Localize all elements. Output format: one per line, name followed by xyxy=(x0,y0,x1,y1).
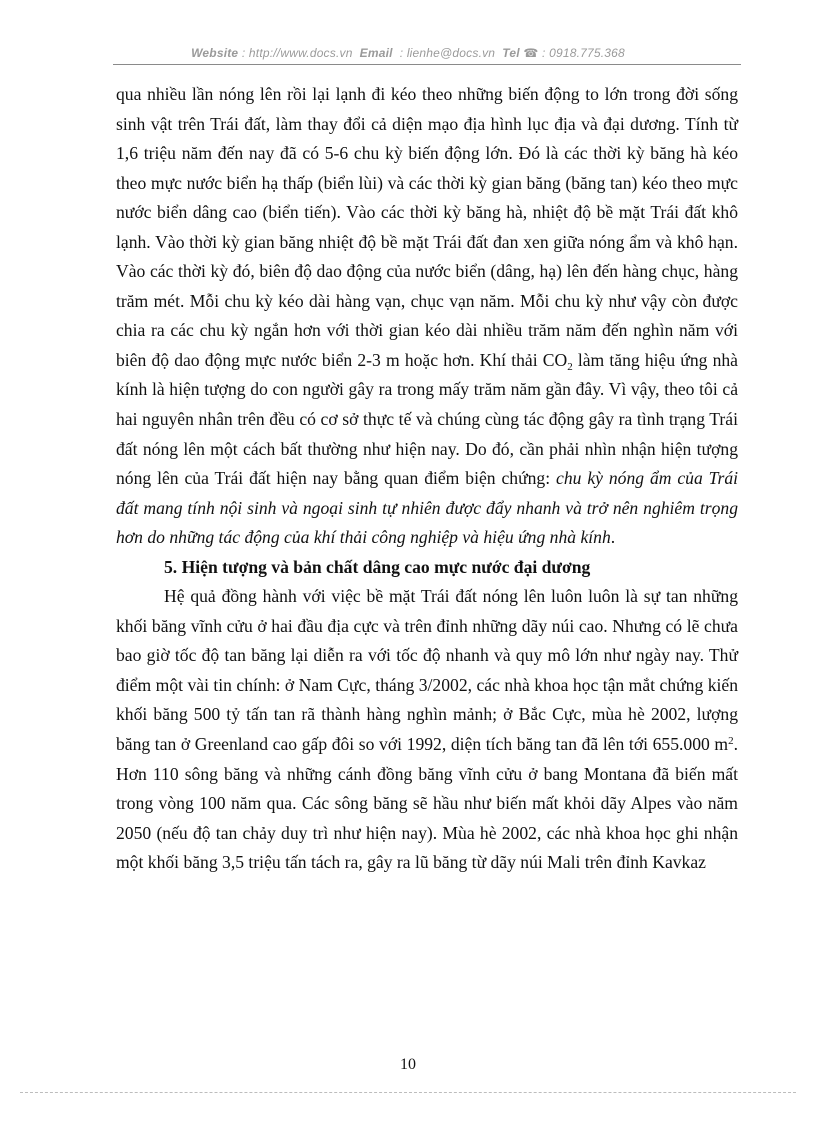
website-label: Website xyxy=(191,46,239,60)
email-label: Email xyxy=(359,46,393,60)
paragraph-1 xyxy=(116,80,738,553)
header-divider xyxy=(113,64,741,65)
co2-subscript: 2 xyxy=(567,360,573,373)
paragraph-2-text-b: . Hơn 110 sông băng và những cánh đồng băng vĩnh cửu ở bang Montana đã biến mất trong vòng 100 năm qua. Các sông băng sẽ hầu như biến mất khỏi dãy Alpes vào năm 2050 (nếu độ tan chảy duy trì như hiện nay). Mùa hè 2002, các nhà khoa học ghi nhận một khối băng 3,5 triệu tấn tách ra, gây ra lũ băng từ dãy núi Mali trên đỉnh Kavkaz xyxy=(116,734,738,873)
tel-value: : 0918.775.368 xyxy=(542,46,625,60)
paragraph-1-text-b: làm tăng hiệu ứng nhà kính là hiện tượng do con người gây ra trong mấy trăm năm gần đây. Vì vậy, theo tôi cả hai nguyên nhân trên đều có cơ sở thực tế và chúng cùng tác động gây ra tình trạng Trái đất nóng lên một cách bất thường như hiện nay. Do đó, cần phải nhìn nhận hiện tượng nóng lên của Trái đất hiện nay bằng quan điểm biện chứng: xyxy=(116,349,738,489)
m2-superscript: 2 xyxy=(728,735,734,748)
paragraph-2-text-a: Hệ quả đồng hành với việc bề mặt Trái đất nóng lên luôn luôn là sự tan những khối băng vĩnh cửu ở hai đầu địa cực và trên đỉnh những dãy núi cao. Nhưng có lẽ chưa bao giờ tốc độ tan băng lại diễn ra với tốc độ nhanh và quy mô lớn như ngày nay. Thử điểm một vài tin chính: ở Nam Cực, tháng 3/2002, các nhà khoa học tận mắt chứng kiến khối băng 500 tỷ tấn tan rã thành hàng nghìn mảnh; ở Bắc Cực, mùa hè 2002, lượng băng tan ở Greenland cao gấp đôi so với 1992, diện tích băng tan đã lên tới 655.000 m xyxy=(116,586,738,755)
paragraph-1-end: . xyxy=(610,527,616,548)
email-value: : lienhe@docs.vn xyxy=(399,46,496,60)
document-body xyxy=(116,80,738,878)
footer-divider xyxy=(20,1092,796,1093)
page-header xyxy=(0,46,816,60)
section-heading: 5. Hiện tượng và bản chất dâng cao mực nước đại dương xyxy=(164,556,591,577)
page-number: 10 xyxy=(400,1056,416,1073)
paragraph-2 xyxy=(116,582,738,877)
tel-label: Tel xyxy=(502,46,520,60)
phone-icon: ☎ xyxy=(523,46,539,60)
paragraph-1-text-a: qua nhiều lần nóng lên rồi lại lạnh đi kéo theo những biến động to lớn trong đời sống sinh vật trên Trái đất, làm thay đổi cả diện mạo địa hình lục địa và đại dương. Tính từ 1,6 triệu năm đến nay đã có 5-6 chu kỳ biến động lớn. Đó là các thời kỳ băng hà kéo theo mực nước biển hạ thấp (biển lùi) và các thời kỳ gian băng (băng tan) kéo theo mực nước biển dâng cao (biển tiến). Vào các thời kỳ băng hà, nhiệt độ bề mặt Trái đất khô lạnh. Vào thời kỳ gian băng nhiệt độ bề mặt Trái đất đan xen giữa nóng ẩm và khô hạn. Vào các thời kỳ đó, biên độ dao động của nước biển (dâng, hạ) lên đến hàng chục, hàng trăm mét. Mỗi chu kỳ kéo dài hàng vạn, chục vạn năm. Mỗi chu kỳ như vậy còn được chia ra các chu kỳ ngắn hơn với thời gian kéo dài nhiều trăm năm đến nghìn năm với biên độ dao động mực nước biển 2-3 m hoặc hơn. Khí thải CO xyxy=(116,84,738,370)
website-value: : http://www.docs.vn xyxy=(241,46,353,60)
paragraph-1-italic: chu kỳ nóng ẩm của Trái đất mang tính nội sinh và ngoại sinh tự nhiên được đẩy nhanh và trở nên nghiêm trọng hơn do những tác động của khí thải công nghiệp và hiệu ứng nhà kính xyxy=(116,468,738,548)
